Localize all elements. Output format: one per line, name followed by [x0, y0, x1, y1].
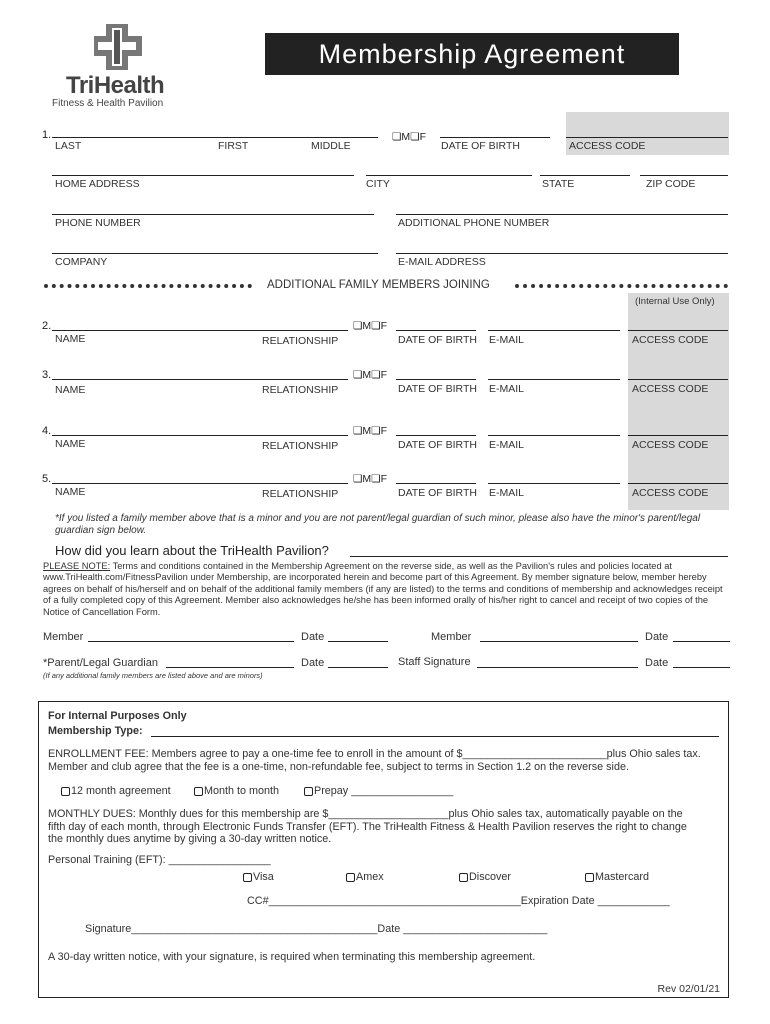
- family-row-number: 2.: [42, 320, 52, 332]
- family-dob-label: DATE OF BIRTH: [398, 334, 477, 346]
- access-code-field[interactable]: [566, 137, 728, 138]
- family-dob-field[interactable]: [396, 483, 476, 484]
- option-prepay-label: Prepay _________________: [314, 785, 454, 797]
- access-code-label: ACCESS CODE: [569, 140, 646, 152]
- family-access-field[interactable]: [628, 379, 728, 380]
- monthly-dues-line1: MONTHLY DUES: Monthly dues for this membership are $____________________plus Ohio sales tax, automatically payable on the: [48, 808, 683, 820]
- option-prepay[interactable]: [304, 785, 453, 797]
- enrollment-fee-line2: Member and club agree that the fee is a one-time, non-refundable fee, subject to terms in Section 1.2 on the reverse side.: [48, 761, 629, 773]
- family-access-label: ACCESS CODE: [632, 383, 709, 395]
- staff-sig-label: Staff Signature: [398, 656, 471, 668]
- minor-note: *If you listed a family member above that is a minor and you are not parent/legal guardian of such minor, please also have the minor's parent/legal guardian sign below.: [55, 513, 701, 536]
- state-label: STATE: [542, 178, 575, 190]
- option-month-to-month-label: Month to month: [204, 785, 280, 797]
- option-12-month[interactable]: [61, 785, 171, 797]
- family-access-label: ACCESS CODE: [632, 487, 709, 499]
- family-name-label: NAME: [55, 438, 86, 450]
- family-dob-label: DATE OF BIRTH: [398, 487, 477, 499]
- discover-label: Discover: [469, 871, 511, 883]
- dob-label: DATE OF BIRTH: [441, 140, 520, 152]
- family-name-label: NAME: [55, 486, 86, 498]
- date-label-3: Date: [301, 657, 325, 669]
- checkbox-icon: [346, 873, 355, 882]
- cross-logo-icon: [90, 22, 146, 72]
- member-signature-field[interactable]: [88, 641, 294, 642]
- zip-label: ZIP CODE: [646, 178, 696, 190]
- family-access-label: ACCESS CODE: [632, 439, 709, 451]
- family-relationship-label: RELATIONSHIP: [262, 440, 339, 452]
- monthly-dues-line3: the monthly dues anytime by giving a 30-day written notice.: [48, 833, 332, 845]
- monthly-dues-line2: fifth day of each month, through Electronic Funds Transfer (EFT). The TriHealth Fitness & Health Pavilion reserves the right to change: [48, 821, 687, 833]
- family-heading: ADDITIONAL FAMILY MEMBERS JOINING: [267, 279, 490, 291]
- family-name-field[interactable]: [52, 330, 348, 331]
- checkbox-icon: [243, 873, 252, 882]
- divider-dots-left: [44, 284, 252, 292]
- visa-option[interactable]: [243, 871, 274, 883]
- checkbox-icon: [459, 873, 468, 882]
- signature-field[interactable]: Signature_________________________________________Date ________________________: [85, 923, 548, 935]
- family-relationship-label: RELATIONSHIP: [262, 384, 339, 396]
- checkbox-icon: [194, 787, 203, 796]
- gender-checkboxes[interactable]: ❏M❏F: [392, 131, 426, 143]
- page-title: Membership Agreement: [265, 33, 679, 75]
- family-dob-field[interactable]: [396, 330, 476, 331]
- visa-label: Visa: [253, 871, 274, 883]
- family-dob-label: DATE OF BIRTH: [398, 383, 477, 395]
- date-field-2[interactable]: [673, 641, 730, 642]
- family-email-label: E-MAIL: [489, 487, 525, 499]
- family-dob-field[interactable]: [396, 379, 476, 380]
- dob-field[interactable]: [440, 137, 550, 138]
- legal-text: Terms and conditions contained in the Membership Agreement on the reverse side, as well as the Pavilion's rules and policies located at www.TriHealth.com/FitnessPavilion under Membership, are incorporated herein and become part of this Agreement. By member signature below, member hereby agrees on behalf of his/herself and on behalf of the additional family members (if any are listed) to the terms and conditions of membership and acknowledges receipt of a fully completed copy of this Agreement. Member also acknowledges he/she has been informed orally of his/her right to cancel and receipt of two copies of the Notice of Cancellation Form.: [43, 561, 723, 617]
- staff-signature-field[interactable]: [477, 667, 638, 668]
- family-name-label: NAME: [55, 333, 86, 345]
- guardian-sig-label: *Parent/Legal Guardian: [43, 657, 158, 669]
- family-access-field[interactable]: [628, 330, 728, 331]
- state-field[interactable]: [540, 175, 630, 176]
- phone-label: PHONE NUMBER: [55, 217, 141, 229]
- family-name-field[interactable]: [52, 435, 348, 436]
- membership-type-label: Membership Type:: [48, 725, 143, 737]
- family-access-label: ACCESS CODE: [632, 334, 709, 346]
- family-name-field[interactable]: [52, 379, 348, 380]
- family-gender-checkboxes[interactable]: ❏M❏F: [353, 473, 387, 485]
- name-field[interactable]: [52, 137, 378, 138]
- family-row-number: 5.: [42, 473, 52, 485]
- family-email-field[interactable]: [488, 330, 620, 331]
- enrollment-fee-line1: ENROLLMENT FEE: Members agree to pay a one-time fee to enroll in the amount of $________________________plus Ohio sales tax.: [48, 748, 701, 760]
- company-field[interactable]: [52, 253, 378, 254]
- home-address-field[interactable]: [52, 175, 354, 176]
- option-12-month-label: 12 month agreement: [71, 785, 171, 797]
- revision-label: Rev 02/01/21: [657, 983, 720, 995]
- additional-phone-label: ADDITIONAL PHONE NUMBER: [398, 217, 550, 229]
- date-field-3[interactable]: [328, 667, 388, 668]
- family-access-field[interactable]: [628, 483, 728, 484]
- date-field[interactable]: [328, 641, 388, 642]
- family-dob-label: DATE OF BIRTH: [398, 439, 477, 451]
- member-sig-label-2: Member: [431, 631, 472, 643]
- how-heard-field[interactable]: [350, 556, 728, 557]
- discover-option[interactable]: [459, 871, 511, 883]
- family-access-field[interactable]: [628, 435, 728, 436]
- mastercard-label: Mastercard: [595, 871, 650, 883]
- divider-dots-right: [515, 284, 728, 292]
- guardian-note: (If any additional family members are listed above and are minors): [43, 671, 263, 680]
- city-field[interactable]: [366, 175, 532, 176]
- family-email-field[interactable]: [488, 483, 620, 484]
- internal-use-label: (Internal Use Only): [635, 296, 715, 307]
- family-dob-field[interactable]: [396, 435, 476, 436]
- family-email-field[interactable]: [488, 435, 620, 436]
- family-relationship-label: RELATIONSHIP: [262, 335, 339, 347]
- mastercard-option[interactable]: [585, 871, 649, 883]
- family-email-label: E-MAIL: [489, 334, 525, 346]
- member-sig-label: Member: [43, 631, 84, 643]
- date-field-4[interactable]: [673, 667, 730, 668]
- checkbox-icon: [61, 787, 70, 796]
- termination-notice: A 30-day written notice, with your signature, is required when terminating this membership agreement.: [48, 951, 536, 963]
- family-relationship-label: RELATIONSHIP: [262, 488, 339, 500]
- family-email-label: E-MAIL: [489, 383, 525, 395]
- date-label: Date: [301, 631, 325, 643]
- family-name-label: NAME: [55, 384, 86, 396]
- family-gender-checkboxes[interactable]: ❏M❏F: [353, 320, 387, 332]
- family-gender-checkboxes[interactable]: ❏M❏F: [353, 369, 387, 381]
- family-email-label: E-MAIL: [489, 439, 525, 451]
- amex-label: Amex: [356, 871, 384, 883]
- family-row-number: 3.: [42, 369, 52, 381]
- membership-type-field[interactable]: [151, 736, 719, 737]
- date-label-2: Date: [645, 631, 669, 643]
- member-signature-field-2[interactable]: [480, 641, 638, 642]
- checkbox-icon: [585, 873, 594, 882]
- row-number: 1.: [42, 129, 52, 141]
- first-label: FIRST: [218, 140, 249, 152]
- phone-field[interactable]: [52, 214, 374, 215]
- checkbox-icon: [304, 787, 313, 796]
- please-note-label: PLEASE NOTE:: [43, 561, 111, 571]
- middle-label: MIDDLE: [311, 140, 351, 152]
- family-name-field[interactable]: [52, 483, 348, 484]
- email-field[interactable]: [396, 253, 728, 254]
- option-month-to-month[interactable]: [194, 785, 279, 797]
- zip-field[interactable]: [640, 175, 728, 176]
- home-address-label: HOME ADDRESS: [55, 178, 140, 190]
- last-label: LAST: [55, 140, 82, 152]
- trihealth-logo: [52, 22, 192, 112]
- guardian-signature-field[interactable]: [166, 667, 294, 668]
- logo-brand: TriHealth: [66, 72, 165, 99]
- family-gender-checkboxes[interactable]: ❏M❏F: [353, 425, 387, 437]
- date-label-4: Date: [645, 657, 669, 669]
- amex-option[interactable]: [346, 871, 384, 883]
- family-row-number: 4.: [42, 425, 52, 437]
- family-email-field[interactable]: [488, 379, 620, 380]
- internal-use-column: [628, 293, 729, 510]
- company-label: COMPANY: [55, 256, 108, 268]
- email-label: E-MAIL ADDRESS: [398, 256, 486, 268]
- internal-heading: For Internal Purposes Only: [48, 710, 187, 722]
- additional-phone-field[interactable]: [396, 214, 728, 215]
- how-heard-label: How did you learn about the TriHealth Pavilion?: [55, 543, 329, 558]
- internal-purposes-box: [38, 701, 729, 998]
- cc-field[interactable]: CC#__________________________________________Expiration Date ____________: [247, 895, 670, 907]
- city-label: CITY: [366, 178, 390, 190]
- logo-subtitle: Fitness & Health Pavilion: [52, 98, 164, 109]
- personal-training-field[interactable]: Personal Training (EFT): _________________: [48, 854, 271, 866]
- legal-note: [43, 561, 723, 618]
